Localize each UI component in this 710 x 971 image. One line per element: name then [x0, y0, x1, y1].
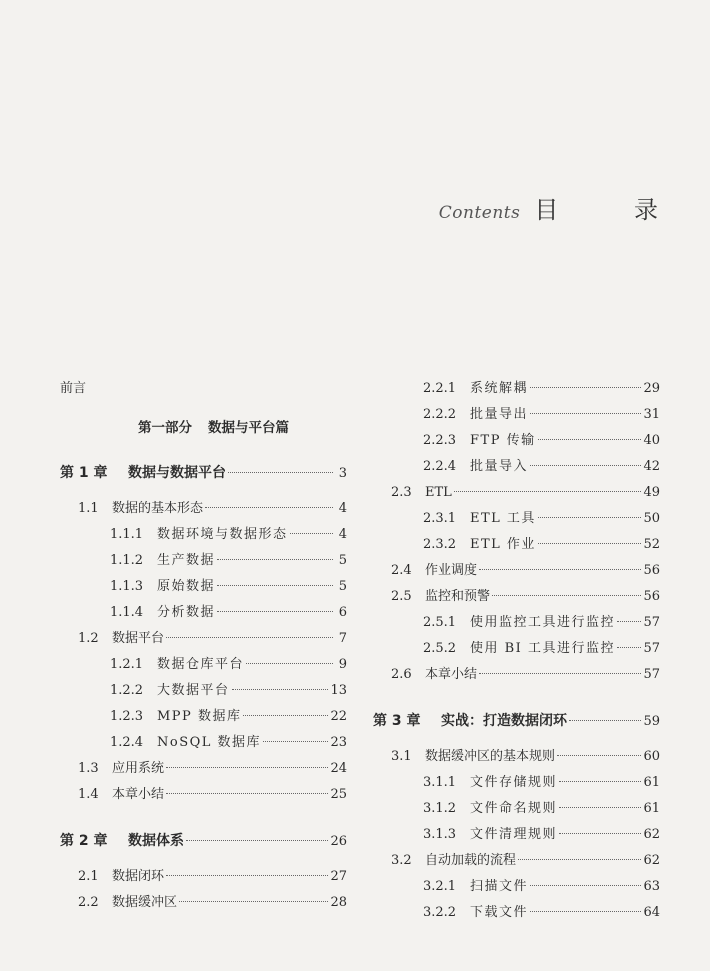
page-number: 5 — [338, 553, 347, 568]
section-number: 2.2.2 — [423, 407, 457, 422]
section-number: 2.1 — [78, 869, 99, 884]
section-number: 2.6 — [391, 667, 412, 682]
dot-leader — [557, 755, 641, 756]
section-title: 原始数据 — [157, 579, 216, 594]
section-title: 数据闭环 — [112, 869, 165, 884]
page-number: 25 — [330, 787, 347, 802]
dot-leader — [228, 472, 333, 473]
section-title: 数据的基本形态 — [112, 501, 204, 516]
toc-section[interactable] — [60, 756, 347, 782]
toc-section[interactable] — [60, 782, 347, 808]
dot-leader — [479, 673, 641, 674]
section-number: 1.2.2 — [110, 683, 144, 698]
dot-leader — [217, 559, 333, 560]
section-number: 2.4 — [391, 563, 412, 578]
section-number: 2.5 — [391, 589, 412, 604]
dot-leader — [530, 911, 641, 912]
page-number: 56 — [643, 563, 660, 578]
section-number: 3.1.3 — [423, 827, 457, 842]
toc-section[interactable] — [60, 496, 347, 522]
section-title: 批量导入 — [470, 459, 529, 474]
section-title: 下载文件 — [470, 905, 529, 920]
dot-leader — [530, 465, 641, 466]
toc-left-column — [60, 376, 347, 916]
toc-section[interactable] — [373, 584, 660, 610]
section-title: 作业调度 — [425, 563, 478, 578]
toc-subsection[interactable] — [373, 532, 660, 558]
toc-subsection[interactable] — [373, 454, 660, 480]
page-number: 5 — [338, 579, 347, 594]
dot-leader — [479, 569, 641, 570]
page-number: 49 — [643, 485, 660, 500]
section-number: 2.2.1 — [423, 381, 457, 396]
dot-leader — [186, 840, 328, 841]
page-number: 57 — [643, 667, 660, 682]
section-number: 2.2.3 — [423, 433, 457, 448]
dot-leader — [246, 663, 333, 664]
dot-leader — [617, 621, 641, 622]
section-title: 自动加载的流程 — [425, 853, 517, 868]
toc-subsection[interactable] — [373, 822, 660, 848]
page-number: 62 — [643, 853, 660, 868]
toc-subsection[interactable] — [60, 704, 347, 730]
page-number: 3 — [338, 466, 347, 481]
dot-leader — [166, 875, 328, 876]
section-title: ETL — [425, 485, 452, 500]
page-number: 57 — [643, 615, 660, 630]
section-number: 2.3.1 — [423, 511, 457, 526]
section-number: 3.1.1 — [423, 775, 457, 790]
section-title: 批量导出 — [470, 407, 529, 422]
page-number: 28 — [330, 895, 347, 910]
toc-preface[interactable]: 前言 — [60, 381, 87, 396]
part-label: 第一部分 — [138, 420, 192, 436]
toc-subsection[interactable] — [60, 522, 347, 548]
toc-section[interactable] — [373, 662, 660, 688]
toc-chapter-1[interactable] — [60, 458, 347, 488]
dot-leader — [217, 611, 333, 612]
toc-subsection[interactable] — [373, 506, 660, 532]
section-title: 数据环境与数据形态 — [157, 527, 288, 542]
page-number: 60 — [643, 749, 660, 764]
page-number: 59 — [643, 714, 660, 729]
section-title: ETL 作业 — [470, 537, 536, 552]
toc-section[interactable] — [373, 480, 660, 506]
dot-leader — [538, 439, 642, 440]
section-number: 3.2.2 — [423, 905, 457, 920]
dot-leader — [530, 413, 641, 414]
dot-leader — [559, 807, 641, 808]
toc-list-chapter-3 — [373, 744, 660, 926]
dot-leader — [205, 507, 333, 508]
toc-subsection[interactable] — [373, 376, 660, 402]
dot-leader — [559, 833, 641, 834]
section-number: 1.1.3 — [110, 579, 144, 594]
page-number: 42 — [643, 459, 660, 474]
section-number: 1.1.4 — [110, 605, 144, 620]
section-number: 1.2.1 — [110, 657, 144, 672]
section-title: 数据缓冲区 — [112, 895, 178, 910]
chapter-number: 第 1 章 — [60, 465, 108, 481]
dot-leader — [617, 647, 641, 648]
dot-leader — [290, 533, 333, 534]
section-title: 大数据平台 — [157, 683, 230, 698]
section-number: 1.2.3 — [110, 709, 144, 724]
dot-leader — [179, 901, 328, 902]
dot-leader — [492, 595, 641, 596]
dot-leader — [166, 793, 328, 794]
section-title: 数据平台 — [112, 631, 165, 646]
section-number: 1.2.4 — [110, 735, 144, 750]
section-title: 使用监控工具进行监控 — [470, 615, 616, 630]
section-title: 文件清理规则 — [470, 827, 558, 842]
page-number: 27 — [330, 869, 347, 884]
toc-title: 目 录 — [534, 196, 692, 224]
dot-leader — [166, 637, 333, 638]
toc-subsection[interactable] — [373, 636, 660, 662]
toc-section[interactable] — [373, 848, 660, 874]
section-title: 本章小结 — [425, 667, 478, 682]
toc-subsection[interactable] — [373, 874, 660, 900]
section-number: 1.1.1 — [110, 527, 144, 542]
contents-script-label: Contents — [438, 203, 521, 223]
dot-leader — [559, 781, 641, 782]
section-number: 1.1 — [78, 501, 99, 516]
part-name: 数据与平台篇 — [208, 420, 289, 436]
toc-section[interactable] — [60, 890, 347, 916]
section-title: 分析数据 — [157, 605, 216, 620]
section-title: ETL 工具 — [470, 511, 536, 526]
page-number: 26 — [330, 834, 347, 849]
dot-leader — [454, 491, 642, 492]
dot-leader — [530, 387, 641, 388]
page-number: 50 — [643, 511, 660, 526]
toc-subsection[interactable] — [60, 548, 347, 574]
toc-subsection[interactable] — [60, 574, 347, 600]
section-number: 1.2 — [78, 631, 99, 646]
toc-chapter-2[interactable] — [60, 826, 347, 856]
toc-subsection[interactable] — [60, 730, 347, 756]
section-number: 2.3 — [391, 485, 412, 500]
section-title: 扫描文件 — [470, 879, 529, 894]
chapter-number: 第 2 章 — [60, 833, 108, 849]
section-number: 3.1 — [391, 749, 412, 764]
page-number: 61 — [643, 801, 660, 816]
dot-leader — [530, 885, 641, 886]
toc-header — [438, 190, 692, 225]
section-title: FTP 传输 — [470, 433, 536, 448]
section-number: 1.3 — [78, 761, 99, 776]
section-title: 数据仓库平台 — [157, 657, 245, 672]
dot-leader — [518, 859, 641, 860]
section-title: 文件命名规则 — [470, 801, 558, 816]
toc-subsection[interactable] — [373, 900, 660, 926]
page-number: 52 — [643, 537, 660, 552]
toc-right-column — [373, 376, 660, 926]
page-number: 61 — [643, 775, 660, 790]
page-number: 62 — [643, 827, 660, 842]
toc-section[interactable] — [60, 864, 347, 890]
section-title: 文件存储规则 — [470, 775, 558, 790]
section-title: 监控和预警 — [425, 589, 491, 604]
page-number: 31 — [643, 407, 660, 422]
section-title: 生产数据 — [157, 553, 216, 568]
page-number: 57 — [643, 641, 660, 656]
section-number: 2.5.2 — [423, 641, 457, 656]
toc-list-chapter-2 — [60, 864, 347, 916]
dot-leader — [538, 517, 642, 518]
section-title: 使用 BI 工具进行监控 — [470, 641, 615, 656]
page-number: 7 — [338, 631, 347, 646]
toc-subsection[interactable] — [373, 428, 660, 454]
section-number: 2.2 — [78, 895, 99, 910]
section-title: 系统解耦 — [470, 381, 529, 396]
dot-leader — [166, 767, 328, 768]
toc-subsection[interactable] — [373, 770, 660, 796]
page-number: 22 — [330, 709, 347, 724]
page-number: 63 — [643, 879, 660, 894]
page-number: 6 — [338, 605, 347, 620]
toc-subsection[interactable] — [60, 678, 347, 704]
section-title: 数据缓冲区的基本规则 — [425, 749, 556, 764]
chapter-title: 实战：打造数据闭环 — [441, 713, 567, 729]
section-number: 3.2 — [391, 853, 412, 868]
page-number: 4 — [338, 501, 347, 516]
dot-leader — [569, 720, 641, 721]
page-number: 64 — [643, 905, 660, 920]
part-heading — [60, 408, 347, 448]
dot-leader — [263, 741, 328, 742]
chapter-title: 数据体系 — [128, 833, 184, 849]
page-number: 56 — [643, 589, 660, 604]
toc-section[interactable] — [373, 558, 660, 584]
dot-leader — [538, 543, 642, 544]
section-number: 2.2.4 — [423, 459, 457, 474]
toc-list-chapter-1 — [60, 496, 347, 808]
toc-list-chapter-2-cont — [373, 376, 660, 688]
section-title: 本章小结 — [112, 787, 165, 802]
section-number: 3.1.2 — [423, 801, 457, 816]
page-number: 24 — [330, 761, 347, 776]
toc-chapter-3[interactable] — [373, 706, 660, 736]
page-number: 29 — [643, 381, 660, 396]
section-number: 3.2.1 — [423, 879, 457, 894]
dot-leader — [217, 585, 333, 586]
toc-subsection[interactable] — [373, 402, 660, 428]
dot-leader — [243, 715, 328, 716]
section-number: 1.4 — [78, 787, 99, 802]
section-title: MPP 数据库 — [157, 709, 242, 724]
toc-section[interactable] — [60, 626, 347, 652]
toc-subsection[interactable] — [60, 600, 347, 626]
page-number: 9 — [338, 657, 347, 672]
section-number: 2.5.1 — [423, 615, 457, 630]
toc-section[interactable] — [373, 744, 660, 770]
page-number: 4 — [338, 527, 347, 542]
page-number: 40 — [643, 433, 660, 448]
chapter-title: 数据与数据平台 — [128, 465, 226, 481]
chapter-number: 第 3 章 — [373, 713, 421, 729]
section-title: 应用系统 — [112, 761, 165, 776]
section-number: 1.1.2 — [110, 553, 144, 568]
section-title: NoSQL 数据库 — [157, 735, 262, 750]
toc-subsection[interactable] — [373, 796, 660, 822]
page-number: 23 — [330, 735, 347, 750]
toc-subsection[interactable] — [373, 610, 660, 636]
dot-leader — [232, 689, 329, 690]
page-number: 13 — [330, 683, 347, 698]
section-number: 2.3.2 — [423, 537, 457, 552]
toc-subsection[interactable] — [60, 652, 347, 678]
